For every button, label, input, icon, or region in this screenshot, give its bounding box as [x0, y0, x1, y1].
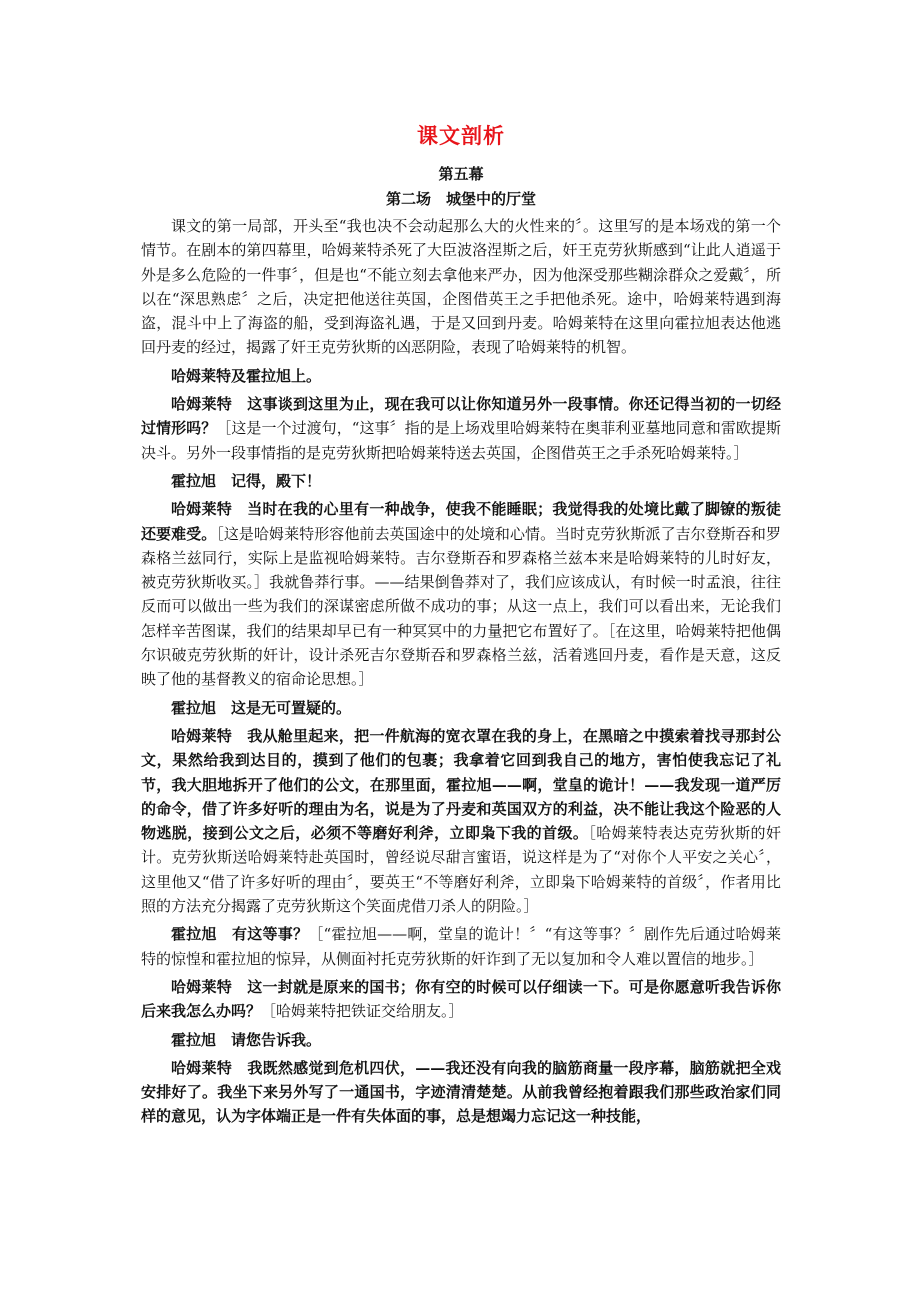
- annotation-text: 课文的第一局部，开头至“我也决不会动起那么大的火性来的〞。这里写的是本场戏的第一个情节。在剧本的第四幕里，哈姆莱特杀死了大臣波洛涅斯之后，奸王克劳狄斯感到“让此人逍遥于外是多么危险的一件事〞，但是也“不能立刻去拿他来严办，因为他深受那些糊涂群众之爱戴〞，所以在“深思熟虑〞之后，决定把他送往英国，企图借英王之手把他杀死。途中，哈姆莱特遇到海盗，混斗中上了海盗的船，受到海盗礼遇，于是又回到丹麦。哈姆莱特在这里向霍拉旭表达他逃回丹麦的经过，揭露了奸王克劳狄斯的凶恶阴险，表现了哈姆莱特的机智。: [141, 217, 781, 357]
- dialogue-text: 霍拉旭 有这等事？: [171, 925, 309, 944]
- paragraph: [141, 392, 781, 465]
- act-heading: 第五幕: [438, 165, 484, 183]
- annotation-text: ［哈姆莱特把铁证交给朋友。］: [261, 1002, 464, 1021]
- paragraph: [141, 364, 781, 388]
- paragraph: [141, 497, 781, 691]
- paragraph: [141, 696, 781, 720]
- dialogue-text: 哈姆莱特 这事谈到这里为止，现在我可以让你知道另外一段事情。你还记得当初的一切经过情形吗？: [141, 395, 781, 438]
- annotation-text: ［“霍拉旭——啊，堂皇的诡计！〞“有这等事？〞剧作先后通过哈姆莱特的惊惶和霍拉旭的惊异，从侧面衬托克劳狄斯的奸诈到了无以复加和令人难以置信的地步。］: [141, 925, 781, 968]
- dialogue-text: 哈姆莱特 我从舱里起来，把一件航海的宽衣罩在我的身上，在黑暗之中摸索着找寻那封公文，果然给我到达目的，摸到了他们的包裹；我拿着它回到我自己的地方，害怕使我忘记了礼节，我大胆地拆开了他们的公文，在那里面，霍拉旭——啊，堂皇的诡计！——我发现一道严厉的命令，借了许多好听的理由为名，说是为了丹麦和英国双方的利益，决不能让我这个险恶的人物逃脱，接到公文之后，必须不等磨好利斧，立即枭下我的首级。: [141, 726, 781, 843]
- annotation-text: ［哈姆莱特表达克劳狄斯的奸计。克劳狄斯送哈姆莱特赴英国时，曾经说尽甜言蜜语，说这样是为了“对你个人平安之关心〞，这里他又“借了许多好听的理由〞，要英王“不等磨好利斧，立即枭下哈姆莱特的首级〞，作者用比照的方法充分揭露了克劳狄斯这个笑面虎借刀杀人的阴险。］: [141, 824, 781, 916]
- page-title: 课文剖析: [417, 123, 505, 148]
- paragraph: [141, 724, 781, 918]
- annotation-text: ［这是哈姆莱特形容他前去英国途中的处境和心情。当时克劳狄斯派了吉尔登斯吞和罗森格兰兹同行，实际上是监视哈姆莱特。吉尔登斯吞和罗森格兰兹本来是哈姆莱特的儿时好友，被克劳狄斯收买。］我就鲁莽行事。——结果倒鲁莽对了，我们应该成认，有时候一时孟浪，往往反而可以做出一些为我们的深谋密虑所做不成功的事；从这一点上，我们可以看出来，无论我们怎样辛苦图谋，我们的结果却早已有一种冥冥中的力量把它布置好了。［在这里，哈姆莱特把他偶尔识破克劳狄斯的奸计，设计杀死吉尔登斯吞和罗森格兰兹，活着逃回丹麦，看作是天意，这反映了他的基督教义的宿命论思想。］: [141, 524, 781, 689]
- dialogue-text: 霍拉旭 这是无可置疑的。: [171, 698, 352, 717]
- document-page: [141, 118, 781, 1133]
- dialogue-text: 霍拉旭 请您告诉我。: [171, 1030, 322, 1049]
- paragraph: [141, 975, 781, 1024]
- body-text: [141, 214, 781, 1129]
- paragraph: [141, 469, 781, 493]
- paragraph: [141, 214, 781, 360]
- dialogue-text: 哈姆莱特 当时在我的心里有一种战争，使我不能睡眠；我觉得我的处境比戴了脚镣的叛徒还要难受。: [141, 500, 781, 543]
- paragraph: [141, 1056, 781, 1129]
- annotation-text: ［这是一个过渡句，“这事〞指的是上场戏里哈姆莱特在奥菲利亚墓地同意和雷欧提斯决斗。另外一段事情指的是克劳狄斯把哈姆莱特送去英国，企图借英王之手杀死哈姆莱特。］: [141, 419, 781, 462]
- paragraph: [141, 922, 781, 971]
- dialogue-text: 霍拉旭 记得，殿下！: [171, 471, 322, 490]
- dialogue-text: 哈姆莱特 这一封就是原来的国书；你有空的时候可以仔细读一下。可是你愿意听我告诉你后来我怎么办吗？: [141, 977, 781, 1021]
- dialogue-text: 哈姆莱特及霍拉旭上。: [171, 366, 322, 385]
- scene-heading: 第二场 城堡中的厅堂: [385, 190, 536, 208]
- dialogue-text: 哈姆莱特 我既然感觉到危机四伏，——我还没有向我的脑筋商量一段序幕，脑筋就把全戏安排好了。我坐下来另外写了一通国书，字迹清清楚楚。从前我曾经抱着跟我们那些政治家们同样的意见，认为字体端正是一件有失体面的事，总是想竭力忘记这一种技能，: [141, 1058, 781, 1126]
- paragraph: [141, 1028, 781, 1052]
